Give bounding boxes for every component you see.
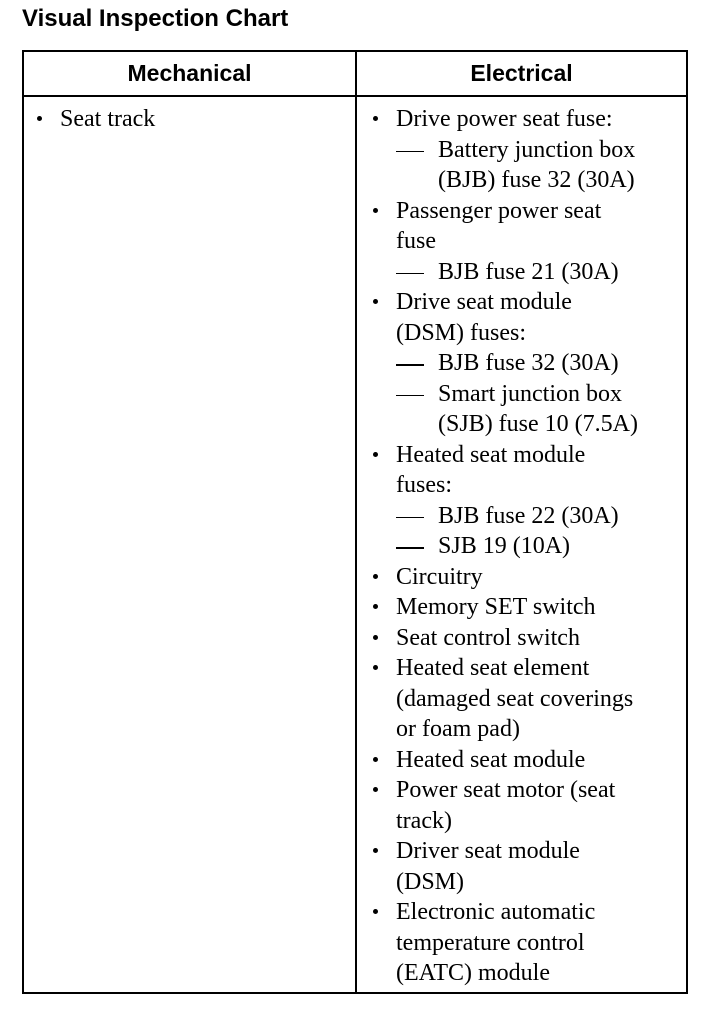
list-item <box>370 653 686 745</box>
sub-item-text: Battery junction box <box>438 136 636 163</box>
sub-item <box>396 531 686 562</box>
item-text: (DSM) fuses: <box>396 319 526 346</box>
mechanical-header: Mechanical <box>127 60 252 86</box>
item-text: Heated seat module <box>396 746 586 773</box>
item-text: Electronic automatic <box>396 899 596 925</box>
sub-item <box>396 348 686 379</box>
list-item <box>370 623 686 654</box>
list-item <box>370 196 686 288</box>
sub-item <box>396 501 686 532</box>
item-text: Power seat motor (seat <box>396 777 616 803</box>
item-text: Driver seat module <box>396 838 580 864</box>
sub-item-text: BJB fuse 22 (30A) <box>438 502 619 529</box>
sub-item-text: BJB fuse 32 (30A) <box>438 350 619 376</box>
item-text: Heated seat element <box>396 655 590 681</box>
item-text: Seat control switch <box>396 624 580 651</box>
item-text: Drive seat module <box>396 289 572 315</box>
list-item <box>370 745 686 776</box>
mechanical-list <box>34 104 155 135</box>
sub-item-text: Smart junction box <box>438 380 622 407</box>
item-text: (EATC) module <box>396 960 550 986</box>
header-divider <box>24 95 686 97</box>
list-item <box>370 836 686 897</box>
sub-item <box>396 257 686 288</box>
list-item <box>370 897 686 989</box>
column-divider <box>355 52 357 992</box>
inspection-table <box>22 50 688 994</box>
sub-item <box>396 135 686 196</box>
item-text: fuses: <box>396 472 452 498</box>
item-text: Heated seat module <box>396 441 586 468</box>
sub-item-text: BJB fuse 21 (30A) <box>438 258 619 285</box>
list-item <box>370 775 686 836</box>
list-item <box>370 592 686 623</box>
item-text: track) <box>396 807 452 834</box>
sub-item <box>396 379 686 440</box>
item-text: Seat track <box>60 106 156 132</box>
item-text: Circuitry <box>396 563 483 590</box>
sub-item-text: (BJB) fuse 32 (30A) <box>438 167 635 193</box>
item-text: Memory SET switch <box>396 594 596 620</box>
list-item <box>370 104 686 196</box>
list-item <box>370 287 686 440</box>
item-text: fuse <box>396 228 436 254</box>
item-text: (damaged seat coverings <box>396 685 634 712</box>
item-text: or foam pad) <box>396 716 520 742</box>
item-text: Passenger power seat <box>396 197 602 224</box>
sub-item-text: SJB 19 (10A) <box>438 533 571 559</box>
electrical-header: Electrical <box>470 60 573 86</box>
list-item <box>370 562 686 593</box>
list-item <box>370 440 686 562</box>
chart-title: Visual Inspection Chart <box>22 5 289 32</box>
item-text: temperature control <box>396 929 585 956</box>
item-text: (DSM) <box>396 868 465 895</box>
list-item <box>34 104 155 135</box>
electrical-list <box>370 104 686 989</box>
item-text: Drive power seat fuse: <box>396 106 613 132</box>
sub-item-text: (SJB) fuse 10 (7.5A) <box>438 411 638 437</box>
